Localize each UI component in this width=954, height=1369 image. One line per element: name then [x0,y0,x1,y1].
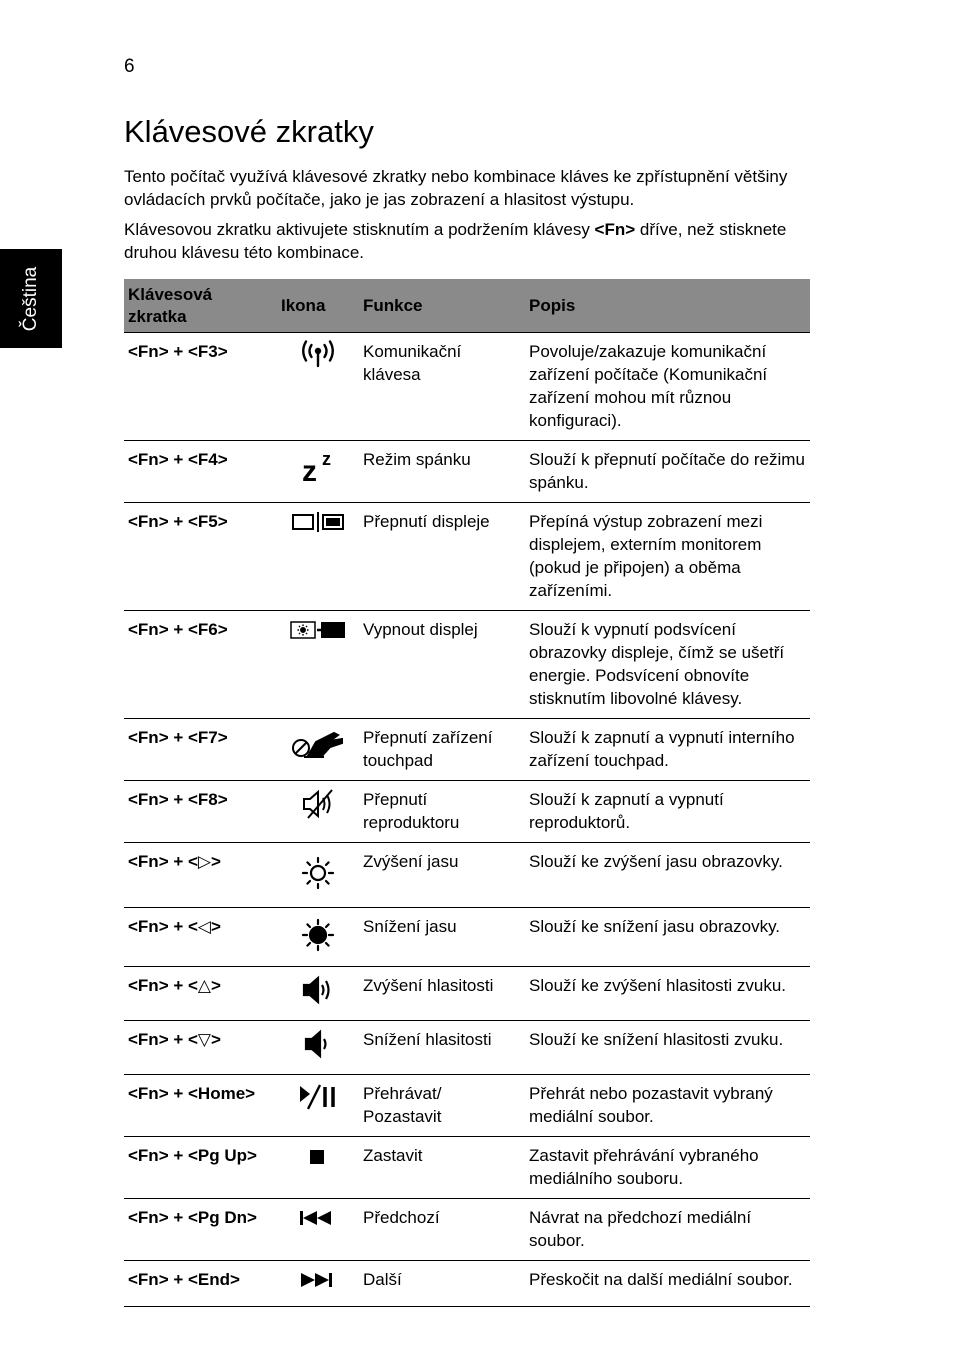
shortcut-key: <Fn> + <Pg Up> [124,1137,277,1199]
shortcut-description: Slouží ke snížení hlasitosti zvuku. [525,1021,810,1075]
previous-icon [297,1206,339,1230]
shortcut-function: Přepnutí zařízení touchpad [359,719,525,781]
shortcut-function: Předchozí [359,1199,525,1261]
table-header-row [124,279,810,333]
header-description: Popis [525,279,810,333]
volume-up-icon [300,974,336,1006]
next-icon [297,1268,339,1292]
intro-paragraph-2 [124,218,814,264]
shortcut-key: <Fn> + <▽> [124,1021,277,1075]
svg-text:z: z [322,449,331,469]
shortcut-key: <Fn> + <F5> [124,503,277,611]
shortcut-function: Zvýšení hlasitosti [359,967,525,1021]
shortcut-description: Povoluje/zakazuje komunikační zařízení počítače (Komunikační zařízení mohou mít různou konfiguraci). [525,333,810,441]
shortcut-function: Přepnutí displeje [359,503,525,611]
page-title: Klávesové zkratky [124,114,374,149]
shortcut-description: Přepíná výstup zobrazení mezi displejem, externím monitorem (pokud je připojen) a oběma zařízeními. [525,503,810,611]
svg-text:z: z [302,455,317,484]
shortcut-key: <Fn> + <End> [124,1261,277,1307]
shortcut-key: <Fn> + <F7> [124,719,277,781]
shortcut-key: <Fn> + <Pg Dn> [124,1199,277,1261]
table-row [124,1261,810,1307]
shortcut-key: <Fn> + <F4> [124,441,277,503]
volume-down-icon [300,1028,336,1060]
header-icon: Ikona [277,279,359,333]
table-row [124,1137,810,1199]
intro-fn-key: <Fn> [594,220,636,239]
touchpad-toggle-icon [290,726,346,760]
shortcut-function: Komunikační klávesa [359,333,525,441]
table-row [124,1021,810,1075]
shortcut-description: Slouží ke zvýšení hlasitosti zvuku. [525,967,810,1021]
brightness-up-icon [300,855,336,891]
sleep-icon [298,448,338,484]
shortcut-function: Snížení hlasitosti [359,1021,525,1075]
shortcut-description: Slouží k přepnutí počítače do režimu spánku. [525,441,810,503]
language-side-tab [0,249,62,348]
shortcut-key: <Fn> + <F8> [124,781,277,843]
table-row [124,908,810,967]
language-side-tab-label: Čeština [20,266,41,331]
shortcut-table [124,279,810,1307]
shortcut-function: Zastavit [359,1137,525,1199]
shortcut-function: Další [359,1261,525,1307]
table-row [124,1075,810,1137]
speaker-toggle-icon [298,788,338,820]
shortcut-description: Slouží k vypnutí podsvícení obrazovky displeje, čímž se ušetří energie. Podsvícení obnovíte stisknutím libovolné klávesy. [525,611,810,719]
table-row [124,441,810,503]
table-row [124,967,810,1021]
stop-icon [306,1144,330,1168]
header-key: Klávesová zkratka [124,279,277,333]
intro-text-before: Klávesovou zkratku aktivujete stisknutím a podržením klávesy [124,220,595,239]
shortcut-description: Přeskočit na další mediální soubor. [525,1261,810,1307]
shortcut-description: Slouží k zapnutí a vypnutí reproduktorů. [525,781,810,843]
wireless-icon [298,340,338,368]
shortcut-key: <Fn> + <△> [124,967,277,1021]
shortcut-function: Snížení jasu [359,908,525,967]
intro-paragraph-1: Tento počítač využívá klávesové zkratky nebo kombinace kláves ke zpřístupnění většiny ovládacích prvků počítače, jako je jas zobrazení a hlasitost výstupu. [124,167,788,209]
shortcut-key: <Fn> + <F6> [124,611,277,719]
table-row [124,781,810,843]
shortcut-function: Režim spánku [359,441,525,503]
shortcut-function: Zvýšení jasu [359,843,525,908]
shortcut-key: <Fn> + <Home> [124,1075,277,1137]
intro-text-after: dříve, než stisknete druhou klávesu této kombinace. [124,220,787,262]
table-row [124,719,810,781]
brightness-down-icon [301,918,335,952]
shortcut-function: Přehrávat/ Pozastavit [359,1075,525,1137]
table-row [124,333,810,441]
page-number: 6 [124,56,135,77]
display-off-icon [289,618,347,642]
shortcut-key: <Fn> + <◁> [124,908,277,967]
shortcut-function: Přepnutí reproduktoru [359,781,525,843]
table-row [124,1199,810,1261]
table-row [124,843,810,908]
shortcut-function: Vypnout displej [359,611,525,719]
shortcut-description: Zastavit přehrávání vybraného mediálního souboru. [525,1137,810,1199]
shortcut-description: Slouží ke zvýšení jasu obrazovky. [525,843,810,908]
header-function: Funkce [359,279,525,333]
shortcut-description: Přehrát nebo pozastavit vybraný mediální soubor. [525,1075,810,1137]
play-pause-icon [296,1082,340,1112]
shortcut-key: <Fn> + <F3> [124,333,277,441]
table-row [124,611,810,719]
shortcut-description: Návrat na předchozí mediální soubor. [525,1199,810,1261]
shortcut-key: <Fn> + <▷> [124,843,277,908]
table-row [124,503,810,611]
shortcut-description: Slouží k zapnutí a vypnutí interního zařízení touchpad. [525,719,810,781]
shortcut-description: Slouží ke snížení jasu obrazovky. [525,908,810,967]
display-switch-icon [291,510,345,534]
